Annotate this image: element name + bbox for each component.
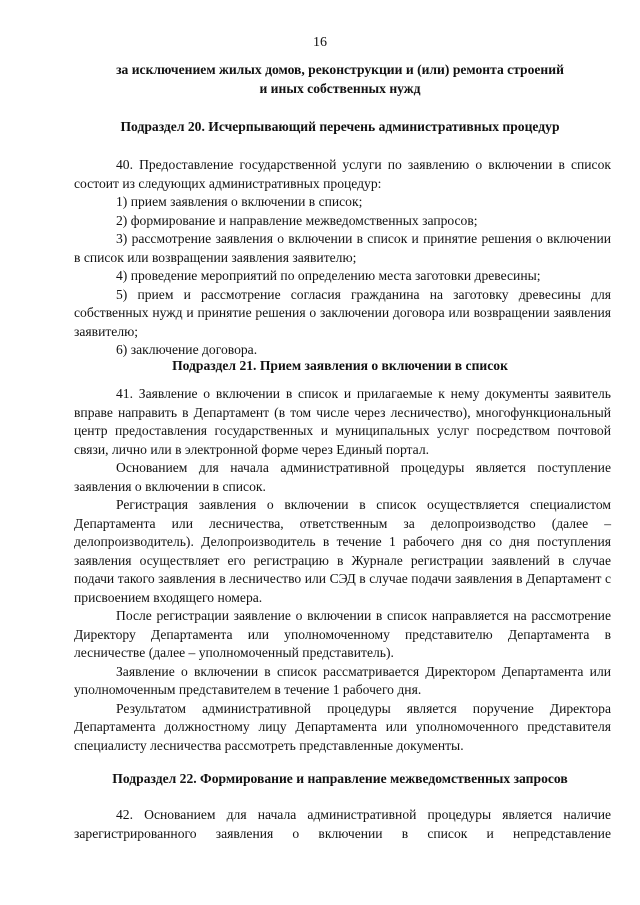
list-item-4: 4) проведение мероприятий по определению места заготовки древесины;: [116, 268, 541, 283]
section-21-title: Подраздел 21. Прием заявления о включении в список: [172, 358, 508, 373]
paragraph-registration: Регистрация заявления о включении в список осуществляется специалистом Департамента или лесничества, ответственным за делопроизводство (далее – делопроизводитель). Делопроизводитель в течение 1 рабочего дня со дня поступления заявления осуществляет его регистрацию в Журнале регистрации заявлений в случае подачи такого заявления в лесничество или СЭД в случае подачи заявления в Департамент с присвоением входящего номера.: [74, 497, 611, 605]
section-22-body: [74, 806, 611, 843]
section-20-title: Подраздел 20. Исчерпывающий перечень административных процедур: [120, 119, 560, 134]
page-number: 16: [313, 35, 327, 50]
section-20-body: [74, 156, 611, 360]
list-item-5: 5) прием и рассмотрение согласия гражданина на заготовку древесины для собственных нужд и принятие решения о заключении договора или возвращении заявления заявителю;: [74, 286, 611, 339]
intro-heading-line-1: за исключением жилых домов, реконструкции и (или) ремонта строений: [116, 62, 564, 77]
paragraph-review: Заявление о включении в список рассматривается Директором Департамента или уполномоченным представителем в течение 1 рабочего дня.: [74, 663, 611, 697]
paragraph-after-registration: После регистрации заявление о включении в список направляется на рассмотрение Директору Департамента или уполномоченному представителю Департамента в лесничестве (далее – уполномоченный представитель).: [74, 608, 611, 660]
intro-heading-line-2: и иных собственных нужд: [259, 81, 421, 96]
paragraph-41: 41. Заявление о включении в список и прилагаемые к нему документы заявитель вправе направить в Департамент (в том числе через лесничество), многофункциональный центр предоставления государственных и муниципальных услуг посредством почтовой связи, лично или в электронной форме через Единый портал.: [74, 386, 611, 457]
section-21-body: [74, 385, 611, 755]
paragraph-basis: Основанием для начала административной процедуры является поступление заявления о включении в список.: [74, 460, 611, 494]
paragraph-result: Результатом административной процедуры является поручение Директора Департамента должностному лицу Департамента или уполномоченного представителя специалисту лесничества рассмотреть представленные документы.: [74, 700, 611, 753]
list-item-6: 6) заключение договора.: [116, 342, 258, 357]
paragraph-40: 40. Предоставление государственной услуги по заявлению о включении в список состоит из следующих административных процедур:: [74, 157, 611, 191]
list-item-2: 2) формирование и направление межведомственных запросов;: [116, 212, 478, 228]
list-item-1: 1) прием заявления о включении в список;: [116, 194, 363, 209]
list-item-3: 3) рассмотрение заявления о включении в список и принятие решения о включении в список или возвращении заявления заявителю;: [74, 231, 611, 265]
section-22-title: Подраздел 22. Формирование и направление межведомственных запросов: [112, 771, 568, 786]
paragraph-42: 42. Основанием для начала административной процедуры является наличие зарегистрированного заявления о включении в список и непредставление: [74, 807, 611, 841]
